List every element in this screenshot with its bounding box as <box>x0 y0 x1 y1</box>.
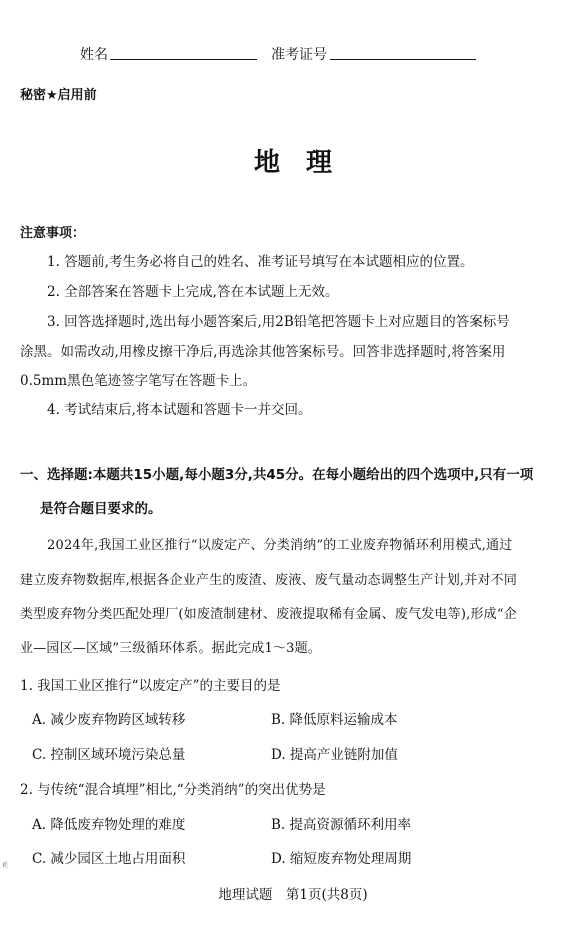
section-heading-line1: 一、选择题:本题共15小题,每小题3分,共45分。在每小题给出的四个选项中,只有一项 <box>20 467 534 483</box>
question-2-option-b[interactable]: B. 提高资源循环利用率 <box>271 817 412 833</box>
notice-item-3a: 3. 回答选择题时,选出每小题答案后,用2B铅笔把答题卡上对应题目的答案标号 <box>47 314 510 330</box>
notice-heading: 注意事项： <box>20 226 86 241</box>
notice-item-1: 1. 答题前,考生务必将自己的姓名、准考证号填写在本试题相应的位置。 <box>47 254 474 270</box>
passage-line-4: 业—园区—区域”三级循环体系。据此完成1～3题。 <box>20 641 321 656</box>
passage-line-2: 建立废弃物数据库,根据各企业产生的废渣、废液、废气量动态调整生产计划,并对不同 <box>20 573 518 588</box>
notice-item-4: 4. 考试结束后,将本试题和答题卡一并交回。 <box>47 402 312 418</box>
question-2-option-c[interactable]: C. 减少园区土地占用面积 <box>32 851 186 867</box>
question-1-option-a[interactable]: A. 减少废弃物跨区域转移 <box>32 712 186 728</box>
notice-item-3b: 涂黑。如需改动,用橡皮擦干净后,再选涂其他答案标号。回答非选择题时,将答案用 <box>20 344 506 360</box>
exam-id-label: 准考证号 <box>271 47 327 63</box>
name-field[interactable] <box>110 45 257 60</box>
page-footer: 地理试题 第1页(共8页) <box>218 887 368 903</box>
notice-item-2: 2. 全部答案在答题卡上完成,答在本试题上无效。 <box>47 284 339 300</box>
margin-mark: 耗 <box>2 862 9 869</box>
question-2-option-d[interactable]: D. 缩短废弃物处理周期 <box>271 851 412 867</box>
secret-label: 秘密★启用前 <box>20 88 97 103</box>
page-title: 地 理 <box>253 148 332 178</box>
passage-line-3: 类型废弃物分类匹配处理厂(如废渣制建材、废液提取稀有金属、废气发电等),形成“企 <box>20 607 517 622</box>
exam-id-field[interactable] <box>330 45 476 60</box>
section-heading-line2: 是符合题目要求的。 <box>40 501 162 517</box>
notice-item-3c: 0.5mm黑色笔迹签字笔写在答题卡上。 <box>20 373 257 389</box>
question-1-option-d[interactable]: D. 提高产业链附加值 <box>271 747 398 763</box>
question-1-option-b[interactable]: B. 降低原料运输成本 <box>271 712 398 728</box>
passage-line-1: 2024年,我国工业区推行“以废定产、分类消纳”的工业废弃物循环利用模式,通过 <box>47 538 513 553</box>
question-1-option-c[interactable]: C. 控制区域环境污染总量 <box>32 747 186 763</box>
question-2-option-a[interactable]: A. 降低废弃物处理的难度 <box>32 817 186 833</box>
name-label: 姓名 <box>80 47 108 63</box>
question-1-stem: 1. 我国工业区推行“以废定产”的主要目的是 <box>20 678 281 694</box>
question-2-stem: 2. 与传统“混合填埋”相比,“分类消纳”的突出优势是 <box>20 782 326 798</box>
